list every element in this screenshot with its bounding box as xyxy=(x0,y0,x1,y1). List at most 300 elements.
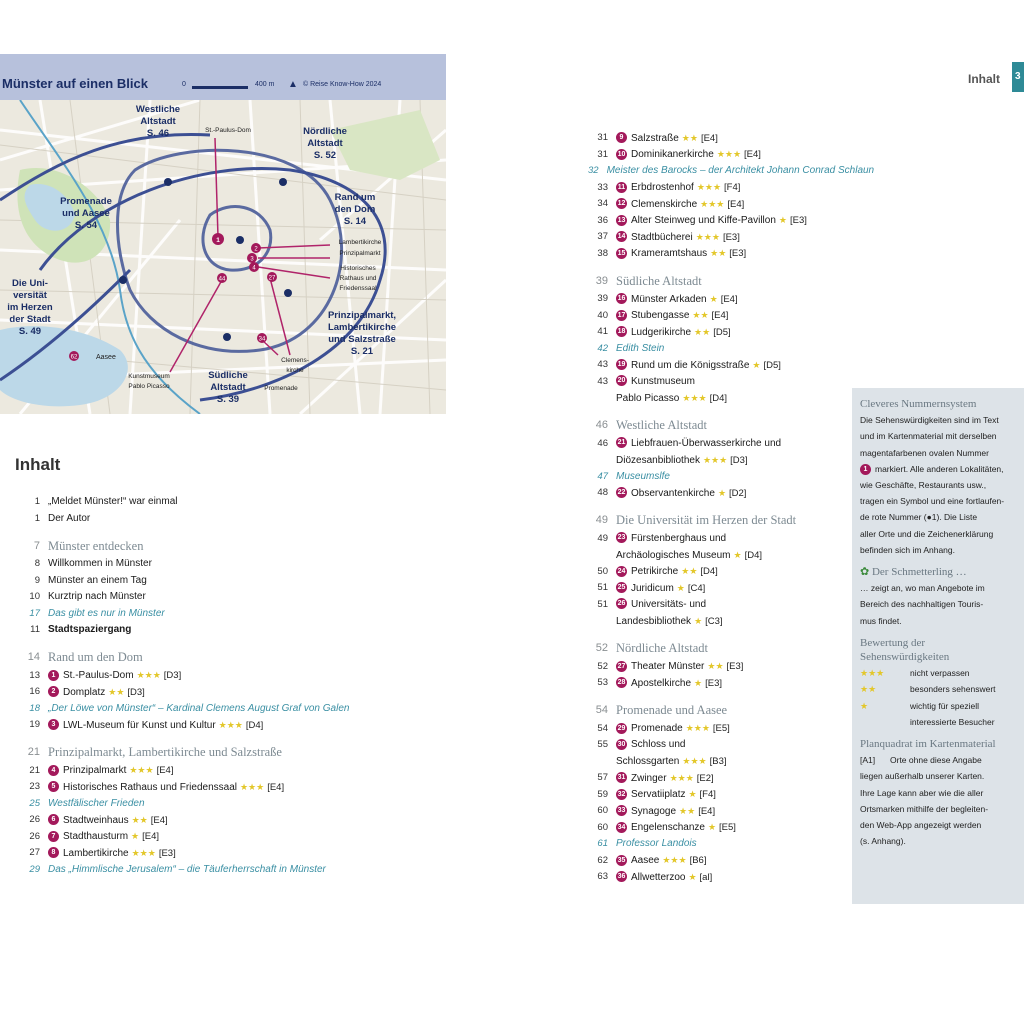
poi-number-badge: 4 xyxy=(48,765,59,776)
toc-entry[interactable] xyxy=(588,659,850,676)
toc-entry[interactable] xyxy=(588,580,850,597)
toc-page-number: 48 xyxy=(597,487,608,498)
grid-reference: [D5] xyxy=(763,359,781,371)
grid-reference: [D4] xyxy=(245,719,264,731)
poi-number-badge: 10 xyxy=(617,150,626,158)
toc-entry[interactable] xyxy=(588,787,850,804)
toc-page-number: 57 xyxy=(597,772,608,783)
toc-entry[interactable] xyxy=(20,763,440,780)
toc-entry-text: Edith Stein xyxy=(616,342,665,354)
toc-entry-text: 25 Juridicum ★ [C4] xyxy=(617,582,706,594)
legend-row: ★★★ nicht verpassen xyxy=(860,668,970,679)
toc-page-number: 21 xyxy=(29,764,40,776)
toc-entry-text: 15 Krameramtshaus ★★ [E3] xyxy=(617,248,747,259)
grid-reference: [D3] xyxy=(730,454,748,466)
poi-number-badge: 18 xyxy=(617,328,626,336)
page-number: 3 xyxy=(1015,71,1021,82)
sidebar-line: Die Sehenswürdigkeiten sind im Text xyxy=(860,415,999,426)
toc-page-number: 7 xyxy=(33,539,40,552)
toc-entry[interactable] xyxy=(588,675,850,692)
toc-page-number: 62 xyxy=(597,854,608,866)
toc-entry-text: 20 Kunstmuseum xyxy=(617,375,695,387)
toc-entry[interactable] xyxy=(588,469,850,486)
poi-number-badge: 35 xyxy=(617,856,626,864)
toc-entry[interactable] xyxy=(20,606,440,623)
toc-page-number: 26 xyxy=(29,814,40,825)
overview-map xyxy=(0,100,446,414)
toc-entry[interactable] xyxy=(20,573,440,590)
toc-page-number: 16 xyxy=(29,686,40,697)
rating-stars: ★★ xyxy=(108,686,125,697)
grid-reference: [F4] xyxy=(724,182,741,193)
toc-entry[interactable] xyxy=(588,390,850,407)
toc-section-heading[interactable] xyxy=(588,271,850,291)
toc-page-number: 8 xyxy=(34,558,40,569)
toc-page-number: 53 xyxy=(597,677,608,688)
map-marker-1: 1 xyxy=(216,237,220,244)
toc-page-number: 34 xyxy=(597,198,608,209)
toc-section-heading[interactable] xyxy=(588,701,850,721)
toc-entry-text: Münster entdecken xyxy=(48,538,144,553)
toc-entry-text: 31 Zwinger ★★★ [E2] xyxy=(617,772,714,784)
toc-entry[interactable] xyxy=(588,853,850,870)
toc-entry[interactable] xyxy=(588,291,850,308)
grid-reference: [E4] xyxy=(267,781,285,793)
toc-entry-text: Die Universität im Herzen der Stadt xyxy=(616,513,797,528)
toc-entry-text: Diözesanbibliothek ★★★ [D3] xyxy=(616,454,748,466)
toc-entry[interactable] xyxy=(20,717,440,734)
rating-stars: ★★★ xyxy=(682,756,707,766)
rating-stars: ★ xyxy=(717,487,727,498)
label-uni: Die Uni-versität im Herzen der Stadt S. 49 xyxy=(7,278,53,337)
toc-page-number: 29 xyxy=(29,863,40,875)
toc-entry[interactable] xyxy=(20,511,440,528)
label-rathaus-small: Historisches Rathaus und Friedenssaal xyxy=(339,265,377,292)
poi-number-badge: 32 xyxy=(617,790,626,798)
toc-entry-text: „Der Löwe von Münster“ – Kardinal Clemens August Graf von Galen xyxy=(48,702,350,714)
page-header: Inhalt xyxy=(968,72,1000,86)
sidebar-heading-rating: Bewertung der Sehenswürdigkeiten xyxy=(860,636,950,664)
toc-entry[interactable] xyxy=(588,196,850,213)
toc-entry-text: Stadtspaziergang xyxy=(48,624,132,635)
toc-page-number: 31 xyxy=(597,132,608,143)
grid-reference: [D4] xyxy=(744,549,763,561)
toc-entry-text: Südliche Altstadt xyxy=(616,273,702,288)
toc-entry-text: 4 Prinzipalmarkt ★★★ [E4] xyxy=(48,762,173,780)
rating-stars: ★ xyxy=(676,582,685,593)
toc-section-heading[interactable] xyxy=(20,743,440,763)
poi-number-badge: 13 xyxy=(617,216,626,224)
toc-page-number: 51 xyxy=(597,598,608,610)
rating-stars: ★ xyxy=(733,549,742,560)
toc-page-number: 49 xyxy=(597,532,608,544)
toc-entry[interactable] xyxy=(588,547,850,564)
poi-number-badge: 29 xyxy=(617,724,626,732)
rating-stars: ★ xyxy=(709,293,718,304)
toc-page-number: 32 xyxy=(588,165,599,176)
grid-reference: [D2] xyxy=(729,487,747,499)
toc-entry-text: Rand um den Dom xyxy=(48,650,143,665)
toc-entry-text: Museumslfe xyxy=(616,470,670,482)
rating-stars: ★★ xyxy=(707,661,724,671)
rating-stars: ★ xyxy=(131,831,140,841)
toc-page-number: 27 xyxy=(29,847,40,858)
toc-entry-text: 19 Rund um die Königsstraße ★ [D5] xyxy=(617,359,781,371)
toc-page-number: 36 xyxy=(597,214,608,226)
toc-page-number: 1 xyxy=(34,496,40,507)
toc-page-number: 10 xyxy=(29,591,40,602)
label-paulus: St.-Paulus-Dom xyxy=(205,127,251,134)
sidebar-line: mus findet. xyxy=(860,615,902,626)
toc-entry-text: 33 Synagoge ★★ [E4] xyxy=(617,805,716,817)
toc-entry[interactable] xyxy=(588,754,850,771)
toc-page-number: 61 xyxy=(597,838,608,849)
grid-reference: [E2] xyxy=(696,772,714,784)
rating-stars: ★★ xyxy=(681,566,698,576)
toc-page-number: 26 xyxy=(29,830,40,842)
rating-stars: ★★★ xyxy=(239,781,265,792)
rating-stars: ★★★ xyxy=(682,392,707,403)
poi-number-badge: 26 xyxy=(617,600,626,608)
toc-entry[interactable] xyxy=(588,564,850,581)
toc-entry-text: Schlossgarten ★★★ [B3] xyxy=(616,756,727,767)
rating-stars: ★★ xyxy=(710,248,727,258)
rating-stars: ★★ xyxy=(694,326,711,337)
poi-number-badge: 14 xyxy=(617,233,626,241)
toc-entry[interactable] xyxy=(588,341,850,358)
map-marker-picasso: 44 xyxy=(218,276,226,283)
toc-entry[interactable] xyxy=(588,531,850,548)
toc-entry[interactable] xyxy=(588,436,850,453)
grid-reference: [D5] xyxy=(713,326,731,338)
toc-page-number: 33 xyxy=(597,181,608,193)
poi-number-badge: 24 xyxy=(617,567,626,575)
sidebar-line: befinden sich im Anhang. xyxy=(860,544,955,555)
map-marker-aasee: 62 xyxy=(70,354,78,361)
map-marker-lamberti: 27 xyxy=(268,275,276,282)
toc-entry[interactable] xyxy=(20,812,440,829)
toc-entry-text: 35 Aasee ★★★ [B6] xyxy=(617,855,707,866)
sidebar-line: wie Geschäfte, Restaurants usw., xyxy=(860,480,987,491)
toc-entry[interactable] xyxy=(588,308,850,325)
toc-page-number: 1 xyxy=(34,512,40,524)
toc-entry[interactable] xyxy=(588,597,850,614)
toc-page-number: 38 xyxy=(597,247,608,259)
poi-number-badge: 7 xyxy=(48,831,59,842)
toc-entry[interactable] xyxy=(588,324,850,341)
grid-reference: [E4] xyxy=(720,293,738,305)
rating-stars: ★ xyxy=(688,871,697,882)
toc-entry-text: Willkommen in Münster xyxy=(48,558,152,569)
toc-left xyxy=(20,494,440,878)
toc-entry-text: Münster an einem Tag xyxy=(48,574,147,586)
toc-entry[interactable] xyxy=(20,701,440,718)
poi-number-badge: 2 xyxy=(48,686,59,697)
rating-stars: ★ xyxy=(752,359,761,370)
sidebar-line: aller Orte und die Zeichenerklärung xyxy=(860,528,994,539)
grid-reference: [E4] xyxy=(700,132,718,144)
rating-stars: ★★★ xyxy=(129,765,154,775)
toc-entry-text: 1 St.-Paulus-Dom ★★★ [D3] xyxy=(48,667,181,685)
toc-section-heading[interactable] xyxy=(588,416,850,436)
map-title: Münster auf einen Blick xyxy=(2,76,148,91)
map-marker-clemens: 34 xyxy=(258,336,266,343)
toc-page-number: 21 xyxy=(27,746,40,759)
toc-entry-text: 11 Erbdrostenhof ★★★ [F4] xyxy=(617,182,741,193)
toc-page-number: 39 xyxy=(595,274,608,287)
rating-stars: ★★★ xyxy=(136,670,161,680)
poi-number-badge: 21 xyxy=(617,439,626,447)
sidebar-line: Ortsmarken mithilfe der begleiten- xyxy=(860,803,989,814)
poi-number-badge: 28 xyxy=(617,679,626,687)
toc-entry-text: 13 Alter Steinweg und Kiffe-Pavillon ★ [E3] xyxy=(617,215,807,226)
rating-stars: ★ xyxy=(694,615,703,626)
toc-page-number: 9 xyxy=(34,574,40,586)
grid-reference: [al] xyxy=(699,871,713,883)
poi-number-badge: 33 xyxy=(617,807,626,815)
label-clemens-small: Clemens-kirche xyxy=(281,357,309,374)
poi-number-badge: 8 xyxy=(48,847,59,858)
label-promenade: Promenade und Aasee S. 54 xyxy=(60,196,112,231)
sidebar-line: [A1] Orte ohne diese Angabe xyxy=(860,755,982,766)
toc-entry-text: 14 Stadtbücherei ★★★ [E3] xyxy=(617,231,740,243)
toc-section-heading[interactable] xyxy=(20,648,440,668)
rating-stars: ★★★ xyxy=(131,847,156,858)
toc-page-number: 50 xyxy=(597,565,608,577)
toc-entry[interactable] xyxy=(20,622,440,639)
label-noerdliche: Nördliche Altstadt S. 52 xyxy=(303,126,347,161)
grid-reference: [D4] xyxy=(709,392,728,404)
grid-reference: [B3] xyxy=(709,756,727,767)
sidebar-line: tragen ein Symbol und eine fortlaufen- xyxy=(860,496,1005,507)
toc-entry[interactable] xyxy=(588,213,850,230)
toc-entry-text: Das gibt es nur in Münster xyxy=(48,607,165,619)
toc-entry[interactable] xyxy=(588,803,850,820)
grid-reference: [C3] xyxy=(705,615,723,627)
toc-entry-text: 32 Servatiiplatz ★ [F4] xyxy=(617,789,716,800)
poi-number-badge: 19 xyxy=(617,361,626,369)
toc-entry[interactable] xyxy=(588,147,850,164)
poi-number-badge: 34 xyxy=(617,823,626,831)
grid-reference: [E4] xyxy=(744,149,761,160)
map-title-bar xyxy=(0,54,446,100)
poi-number-badge: 9 xyxy=(616,132,627,143)
toc-entry-text: 16 Münster Arkaden ★ [E4] xyxy=(617,293,738,305)
toc-entry[interactable] xyxy=(588,229,850,246)
toc-entry[interactable] xyxy=(588,737,850,754)
toc-entry-text: Archäologisches Museum ★ [D4] xyxy=(616,549,763,561)
page-number-tab xyxy=(1012,62,1024,92)
rating-stars: ★ xyxy=(707,822,717,832)
poi-number-badge: 27 xyxy=(617,662,626,670)
poi-number-badge: 5 xyxy=(48,781,59,792)
toc-entry[interactable] xyxy=(588,770,850,787)
poi-number-badge: 22 xyxy=(617,489,626,497)
sidebar-line: Ihre Lage kann aber wie die aller xyxy=(860,787,984,798)
label-westliche: Westliche Altstadt S. 46 xyxy=(135,104,181,139)
sidebar-line: den Web-App angezeigt werden xyxy=(860,820,982,831)
poi-number-badge: 12 xyxy=(617,200,626,208)
scale-start: 0 xyxy=(182,81,186,88)
toc-entry-text: Professor Landois xyxy=(616,838,697,849)
toc-page-number: 49 xyxy=(595,514,608,527)
rating-stars: ★★★ xyxy=(662,855,687,865)
toc-page-number: 43 xyxy=(597,375,608,387)
grid-reference: [D3] xyxy=(127,686,145,698)
toc-entry-text: 7 Stadthausturm ★ [E4] xyxy=(48,828,159,846)
toc-entry[interactable] xyxy=(20,845,440,862)
toc-section-heading[interactable] xyxy=(20,536,440,556)
toc-entry[interactable] xyxy=(588,130,850,147)
toc-entry-text: 28 Apostelkirche ★ [E3] xyxy=(617,677,723,689)
toc-page-number: 55 xyxy=(597,739,608,750)
toc-entry[interactable] xyxy=(20,862,440,879)
rating-stars: ★ xyxy=(694,677,703,688)
sidebar-line: magentafarbenen ovalen Nummer xyxy=(860,447,989,458)
grid-reference: [E3] xyxy=(722,231,740,243)
rating-stars: ★★★ xyxy=(218,719,243,730)
poi-number-badge: 25 xyxy=(617,584,626,592)
toc-entry-text: 3 LWL-Museum für Kunst und Kultur ★★★ [D4] xyxy=(48,717,263,735)
sidebar-heading-grid: Planquadrat im Kartenmaterial xyxy=(860,738,996,751)
label-lamberti-small: Lambertikirche Prinzipalmarkt xyxy=(338,239,382,257)
toc-entry-text: 22 Observantenkirche ★ [D2] xyxy=(617,487,747,499)
rating-stars: ★★ xyxy=(681,132,698,143)
toc-entry[interactable] xyxy=(20,829,440,846)
sidebar-line: 1 markiert. Alle anderen Lokalitäten, xyxy=(860,461,1024,477)
grid-reference: [E3] xyxy=(158,847,176,859)
toc-entry[interactable] xyxy=(588,180,850,197)
poi-number-badge: 23 xyxy=(617,534,626,542)
poi-number-badge: 17 xyxy=(617,311,626,319)
grid-reference: [E3] xyxy=(705,677,723,689)
toc-section-heading[interactable] xyxy=(588,511,850,531)
sidebar-line: … zeigt an, wo man Angebote im xyxy=(860,583,985,594)
poi-number-badge: 1 xyxy=(48,670,59,681)
grid-reference: [E4] xyxy=(150,814,168,826)
rating-stars: ★★ xyxy=(679,805,696,816)
toc-entry[interactable] xyxy=(20,684,440,701)
toc-entry-text: 30 Schloss und xyxy=(617,739,686,750)
toc-entry-text: 27 Theater Münster ★★ [E3] xyxy=(617,661,744,672)
rating-stars: ★ xyxy=(688,789,697,799)
rating-stars: ★★★ xyxy=(696,182,722,192)
grid-reference: [E3] xyxy=(726,661,744,672)
map-marker-2: 2 xyxy=(254,246,258,253)
poi-number-badge: 36 xyxy=(617,873,626,881)
rating-stars: ★ xyxy=(778,215,787,225)
toc-entry[interactable] xyxy=(588,820,850,837)
toc-entry-text: 36 Allwetterzoo ★ [al] xyxy=(617,871,713,883)
label-suedliche: Südliche Altstadt S. 39 xyxy=(208,370,248,405)
rating-stars: ★★★ xyxy=(700,198,725,209)
poi-number-badge: 3 xyxy=(48,719,59,730)
toc-entry-text: 24 Petrikirche ★★ [D4] xyxy=(617,566,718,577)
grid-reference: [E4] xyxy=(727,198,745,210)
toc-entry[interactable] xyxy=(20,779,440,796)
toc-entry[interactable] xyxy=(588,357,850,374)
label-rand: Rand um den Dom S. 14 xyxy=(334,192,376,227)
toc-entry[interactable] xyxy=(588,163,875,180)
grid-reference: [E3] xyxy=(789,215,807,226)
grid-reference: [E4] xyxy=(156,765,174,776)
toc-entry[interactable] xyxy=(20,494,440,511)
grid-reference: [C4] xyxy=(687,582,706,594)
toc-entry-text: Nördliche Altstadt xyxy=(616,641,708,656)
toc-entry-text: 17 Stubengasse ★★ [E4] xyxy=(617,310,729,321)
toc-page-number: 18 xyxy=(29,702,40,714)
toc-entry[interactable] xyxy=(20,796,440,813)
grid-reference: [E5] xyxy=(712,723,730,734)
toc-page-number: 51 xyxy=(597,582,608,593)
toc-entry[interactable] xyxy=(588,836,850,853)
toc-entry[interactable] xyxy=(588,374,850,391)
sidebar-heading-butterfly: ✿ Der Schmetterling … xyxy=(860,566,967,579)
poi-number-badge: 20 xyxy=(617,377,626,385)
poi-number-badge: 31 xyxy=(617,774,626,782)
toc-page-number: 47 xyxy=(597,470,608,482)
toc-page-number: 25 xyxy=(29,797,40,809)
poi-number-badge: 30 xyxy=(617,740,626,748)
toc-entry-text: Pablo Picasso ★★★ [D4] xyxy=(616,392,728,404)
grid-reference: [E4] xyxy=(711,310,729,321)
poi-number-badge: 15 xyxy=(617,249,626,257)
toc-page-number: 40 xyxy=(597,309,608,321)
toc-page-number: 11 xyxy=(30,624,40,635)
rating-stars: ★★★ xyxy=(695,231,720,242)
toc-page-number: 60 xyxy=(597,805,608,816)
sidebar-number-marker: 1 xyxy=(860,464,871,475)
toc-entry[interactable] xyxy=(588,485,850,502)
toc-entry-text: 26 Universitäts- und xyxy=(617,598,707,610)
toc-page-number: 60 xyxy=(597,821,608,833)
grid-reference: [E3] xyxy=(729,248,747,259)
toc-entry-text: Kurztrip nach Münster xyxy=(48,591,146,602)
toc-entry[interactable] xyxy=(588,869,850,886)
rating-stars: ★★★ xyxy=(702,454,728,465)
toc-page-number: 52 xyxy=(597,660,608,672)
sidebar-line: (s. Anhang). xyxy=(860,836,906,847)
toc-page-number: 54 xyxy=(595,704,608,717)
toc-entry[interactable] xyxy=(588,452,850,469)
toc-entry-text: „Meldet Münster!“ war einmal xyxy=(48,496,178,507)
rating-stars: ★★ xyxy=(131,814,148,825)
toc-page-number: 52 xyxy=(595,642,608,655)
toc-entry[interactable] xyxy=(588,613,850,630)
toc-entry-text: Prinzipalmarkt, Lambertikirche und Salzstraße xyxy=(48,745,282,760)
poi-number-badge: 11 xyxy=(617,183,626,191)
info-sidebar xyxy=(852,388,1024,904)
toc-entry[interactable] xyxy=(588,246,850,263)
toc-entry[interactable] xyxy=(20,668,440,685)
toc-entry-text: Meister des Barocks – der Architekt Johann Conrad Schlaun xyxy=(606,165,875,176)
toc-page-number: 39 xyxy=(597,293,608,304)
toc-page-number: 17 xyxy=(29,607,40,619)
toc-entry[interactable] xyxy=(588,721,850,738)
toc-entry-text: 18 Ludgerikirche ★★ [D5] xyxy=(617,326,731,338)
rating-stars: ★★ xyxy=(692,310,709,320)
toc-entry[interactable] xyxy=(20,589,440,606)
toc-page-number: 41 xyxy=(597,326,608,337)
toc-section-heading[interactable] xyxy=(588,639,850,659)
toc-entry[interactable] xyxy=(20,556,440,573)
sidebar-line: Bereich des nachhaltigen Touris- xyxy=(860,599,984,610)
toc-page-number: 14 xyxy=(27,651,40,664)
sidebar-heading-number-system: Cleveres Nummernsystem xyxy=(860,398,977,410)
toc-entry-text: 12 Clemenskirche ★★★ [E4] xyxy=(617,198,745,210)
legend-row: interessierte Besucher xyxy=(910,716,995,727)
scale-end: 400 m xyxy=(255,81,275,88)
